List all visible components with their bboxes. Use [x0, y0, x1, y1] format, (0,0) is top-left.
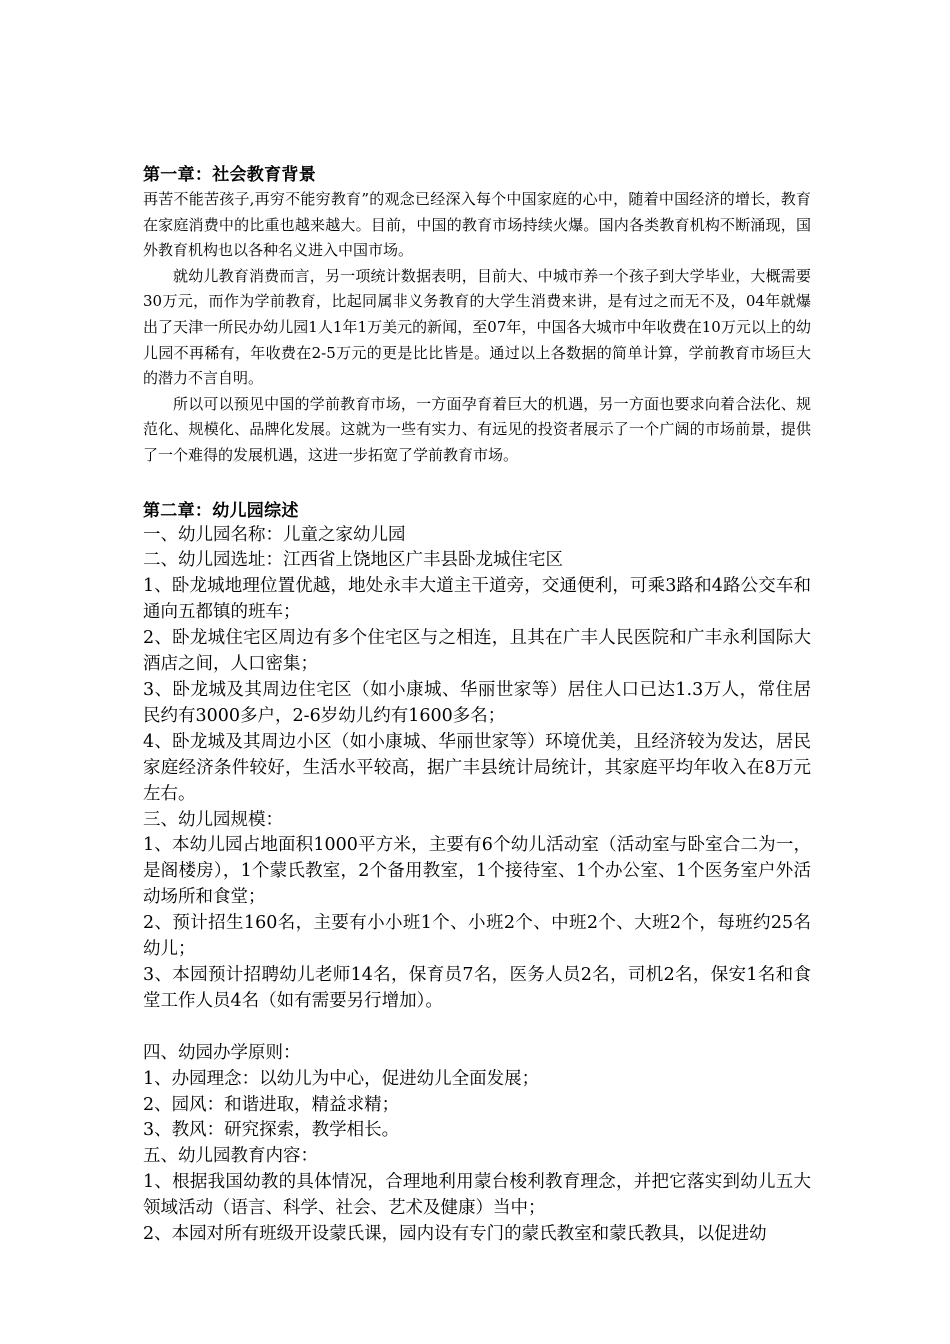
scale-item-2: 2、预计招生160名，主要有小小班1个、小班2个、中班2个、大班2个，每班约25名幼儿； [143, 913, 811, 960]
chapter-2-heading: 第二章：幼儿园综述 [143, 500, 299, 521]
chapter-1-paragraph-3: 所以可以预见中国的学前教育市场，一方面孕育着巨大的机遇，另一方面也要求向着合法化、规范化、规模化、品牌化发展。这就为一些有实力、有远见的投资者展示了一个广阔的市场前景，提供了一个难得的发展机遇，这进一步拓宽了学前教育市场。 [143, 394, 811, 464]
location-item-2: 2、卧龙城住宅区周边有多个住宅区与之相连，且其在广丰人民医院和广丰永利国际大酒店之间，人口密集； [143, 628, 811, 675]
chapter-1-paragraph-2: 就幼儿教育消费而言，另一项统计数据表明，目前大、中城市养一个孩子到大学毕业，大概需要30万元，而作为学前教育，比起同属非义务教育的大学生消费来讲，是有过之而无不及，04年就爆出了天津一所民办幼儿园1人1年1万美元的新闻，至07年，中国各大城市中年收费在10万元以上的幼儿园不再稀有，年收费在2-5万元的更是比比皆是。通过以上各数据的简单计算，学前教育市场巨大的潜力不言自明。 [143, 266, 811, 388]
kindergarten-location-line: 二、幼儿园选址：江西省上饶地区广丰县卧龙城住宅区 [143, 550, 563, 571]
principles-heading: 四、幼园办学原则： [143, 1042, 301, 1063]
principle-item-3: 3、教风：研究探索，教学相长。 [143, 1120, 400, 1141]
kindergarten-name-line: 一、幼儿园名称：儿童之家幼儿园 [143, 524, 406, 545]
chapter-1-heading: 第一章：社会教育背景 [143, 165, 316, 185]
location-item-3: 3、卧龙城及其周边住宅区（如小康城、华丽世家等）居住人口已达1.3万人，常住居民约有3000多户，2-6岁幼儿约有1600多名； [143, 679, 811, 726]
content-heading: 五、幼儿园教育内容： [143, 1146, 318, 1167]
principle-item-1: 1、办园理念：以幼儿为中心，促进幼儿全面发展； [143, 1068, 540, 1089]
principle-item-2: 2、园风：和谐进取，精益求精； [143, 1094, 400, 1115]
section-spacer [143, 1015, 811, 1041]
location-item-4: 4、卧龙城及其周边小区（如小康城、华丽世家等）环境优美，且经济较为发达，居民家庭经济条件较好，生活水平较高，据广丰县统计局统计，其家庭平均年收入在8万元左右。 [143, 731, 811, 804]
chapter-1-paragraph-1: 再苦不能苦孩子,再穷不能穷教育”的观念已经深入每个中国家庭的心中，随着中国经济的增长，教育在家庭消费中的比重也越来越大。目前，中国的教育市场持续火爆。国内各类教育机构不断涌现，国外教育机构也以各种名义进入中国市场。 [143, 190, 811, 260]
content-item-1: 1、根据我国幼教的具体情况，合理地利用蒙台梭利教育理念，并把它落实到幼儿五大领域活动（语言、科学、社会、艺术及健康）当中； [143, 1172, 811, 1219]
scale-item-1: 1、本幼儿园占地面积1000平方米，主要有6个幼儿活动室（活动室与卧室合二为一，是阁楼房），1个蒙氏教室，2个备用教室，1个接待室、1个办公室、1个医务室户外活动场所和食堂； [143, 835, 811, 908]
scale-heading: 三、幼儿园规模： [143, 809, 283, 830]
scale-item-3: 3、本园预计招聘幼儿老师14名，保育员7名，医务人员2名，司机2名，保安1名和食堂工作人员4名（如有需要另行增加）。 [143, 964, 811, 1011]
document-body [143, 163, 811, 1248]
content-item-2: 2、本园对所有班级开设蒙氏课，园内设有专门的蒙氏教室和蒙氏教具，以促进幼 [143, 1224, 767, 1245]
section-spacer [143, 469, 811, 499]
location-item-1: 1、卧龙城地理位置优越，地处永丰大道主干道旁，交通便利，可乘3路和4路公交车和通向五都镇的班车； [143, 576, 811, 623]
